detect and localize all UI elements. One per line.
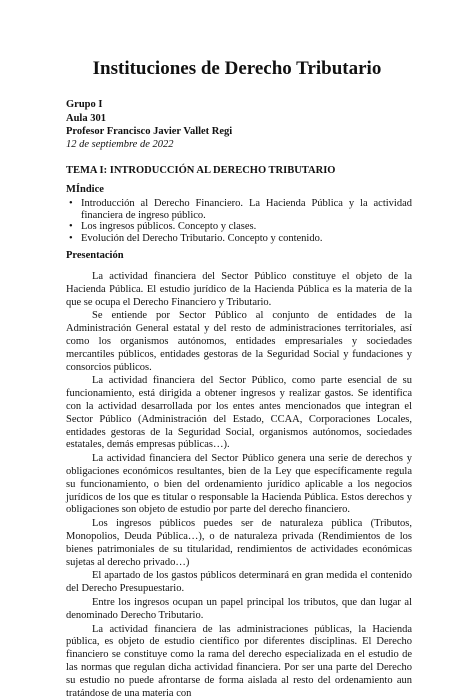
paragraph: La actividad financiera del Sector Público genera una serie de derechos y obligaciones económicos resultantes, bien de la Ley que específicamente regula su funcionamiento, o bien del ordenamiento jurídico aplicable a los negocios jurídicos de los que es titular o responsable la Hacienda Pública. Estos derechos y obligaciones son objeto de estudio por parte del derecho financiero. xyxy=(66,453,412,516)
section-heading: Presentación xyxy=(66,250,124,261)
paragraph: Entre los ingresos ocupan un papel principal los tributos, que dan lugar al denominado Derecho Tributario. xyxy=(66,596,412,621)
paragraph: La actividad financiera de las administraciones públicas, la Hacienda pública, es objeto de estudio científico por diferentes disciplinas. El Derecho financiero se constituye como la rama del derecho especializada en el estudio de las normas que regulan dicha actividad financiera. Por ser una parte del Derecho su estudio no puede afrontarse de forma aislada al resto del ordenamiento aun tratándose de una materia con xyxy=(66,623,412,699)
index-item xyxy=(66,233,412,245)
index-list xyxy=(66,198,412,244)
paragraph: El apartado de los gastos públicos determinará en gran medida el contenido del Derecho Presupuestario. xyxy=(66,570,412,595)
bullet-icon: • xyxy=(69,198,73,209)
index-item xyxy=(66,221,412,233)
paragraph: Los ingresos públicos puedes ser de naturaleza pública (Tributos, Monopolios, Deuda Pública…), o de naturaleza privada (Rendimientos de los bienes patrimoniales de su titularidad, rendimientos de actividades económicas sujetas al derecho privado…) xyxy=(66,518,412,568)
index-item-text: Introducción al Derecho Financiero. La Hacienda Pública y la actividad financiera de ingreso público. xyxy=(81,198,412,221)
bullet-icon: • xyxy=(69,221,73,232)
course-info xyxy=(66,98,232,139)
paragraph: Se entiende por Sector Público al conjunto de entidades de la Administración General estatal y del resto de administraciones territoriales, así como los organismos autónomos, entidades empresariales y sociedades mercantiles públicos, entidades gestoras de la Seguridad Social y fundaciones y consorcios públicos. xyxy=(66,310,412,373)
index-item-text: Los ingresos públicos. Concepto y clases. xyxy=(81,221,257,232)
bullet-icon: • xyxy=(69,232,73,244)
room-label: Aula 301 xyxy=(66,112,106,124)
index-heading: MÍndice xyxy=(66,184,104,195)
group-label: Grupo I xyxy=(66,99,103,110)
body-text xyxy=(66,271,412,700)
index-item-text: Evolución del Derecho Tributario. Concepto y contenido. xyxy=(81,232,323,244)
paragraph: La actividad financiera del Sector Público, como parte esencial de su funcionamiento, está dirigida a obtener ingresos y realizar gastos. Se identifica con la actividad desarrollada por los entes antes mencionados que integran el Sector Público (Administración del Estado, CCAA, Corporaciones Locales, entidades gestoras de la Seguridad Social, organismos autónomos, sociedades estatales, demás empresas públicas…). xyxy=(66,375,412,451)
topic-heading: TEMA I: INTRODUCCIÓN AL DERECHO TRIBUTARIO xyxy=(66,165,336,176)
index-item xyxy=(66,198,412,221)
document-date: 12 de septiembre de 2022 xyxy=(66,139,174,150)
paragraph: La actividad financiera del Sector Público constituye el objeto de la Hacienda Pública. El estudio jurídico de la Hacienda Pública es la materia de la que se ocupa el Derecho Financiero y Tributario. xyxy=(66,271,412,308)
document-title: Instituciones de Derecho Tributario xyxy=(92,58,382,79)
professor-label: Profesor Francisco Javier Vallet Regi xyxy=(66,126,233,137)
